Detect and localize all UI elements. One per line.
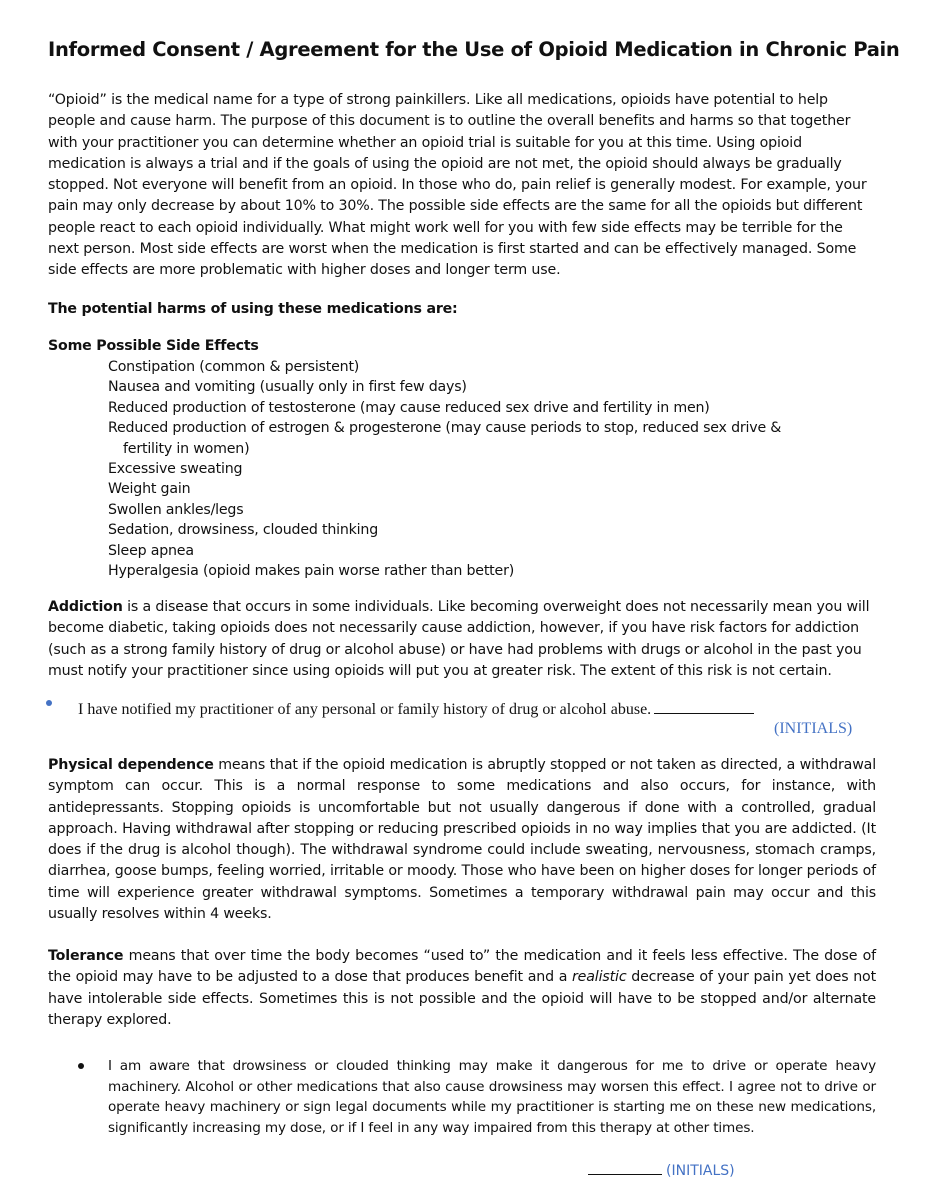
notify-statement: I have notified my practitioner of any personal or family history of drug or alcohol abuse. — [78, 701, 652, 718]
tolerance-text-a: means that over time the body becomes “used to” the medication and it feels less effective. The dose of the opioid may have to be adjusted to a dose that produces benefit and a — [48, 948, 876, 986]
addiction-paragraph — [48, 597, 876, 682]
list-item: Hyperalgesia (opioid makes pain worse rather than better) — [108, 563, 515, 580]
tolerance-paragraph — [48, 946, 876, 1031]
list-item: Constipation (common & persistent) — [108, 359, 360, 375]
tolerance-emphasis: realistic — [571, 969, 627, 986]
tolerance-term: Tolerance — [48, 948, 124, 964]
initials-label: (INITIALS) — [666, 1163, 735, 1179]
bullet-icon — [78, 1063, 84, 1069]
side-effects-heading: Some Possible Side Effects — [48, 338, 259, 354]
list-item: Sedation, drowsiness, clouded thinking — [108, 522, 379, 539]
list-item: Sleep apnea — [108, 542, 194, 559]
list-item: Swollen ankles/legs — [108, 501, 244, 518]
list-item — [108, 439, 808, 459]
intro-paragraph: “Opioid” is the medical name for a type of strong painkillers. Like all medications, opioids have potential to help people and cause harm. The purpose of this document is to outline the overall benefits and harms so that together with your practitioner you can determine whether an opioid trial is suitable for you at this time. Using opioid medication is always a trial and if the goals of using the opioid are not met, the opioid should always be gradually stopped. Not everyone will benefit from an opioid. In those who do, pain relief is generally modest. For example, your pain may only decrease by about 10% to 30%. The possible side effects are the same for all the opioids but different people react to each opioid individually. What might work well for you with few side effects may be terrible for the next person. Most side effects are worst when the medication is first started and can be effectively managed. Some side effects are more problematic with higher doses and longer term use. — [48, 92, 867, 279]
initials-row — [588, 1160, 735, 1179]
initials-blank-field[interactable] — [654, 699, 754, 714]
list-item: Weight gain — [108, 481, 191, 498]
addiction-term: Addiction — [48, 599, 123, 615]
document-title: Informed Consent / Agreement for the Use of Opioid Medication in Chronic Pain — [48, 38, 900, 61]
list-item: Nausea and vomiting (usually only in first few days) — [108, 379, 467, 396]
initials-blank-field[interactable] — [588, 1160, 662, 1175]
addiction-text: is a disease that occurs in some individuals. Like becoming overweight does not necessarily mean you will become diabetic, taking opioids does not necessarily cause addiction, however, if you have risk factors for addiction (such as a strong family history of drug or alcohol abuse) or have had problems with drugs or alcohol in the past you must notify your practitioner since using opioids will put you at greater risk. The extent of this risk is not certain. — [48, 599, 870, 679]
list-item: Excessive sweating — [108, 461, 243, 478]
notify-statement-row — [78, 699, 754, 720]
harms-heading: The potential harms of using these medications are: — [48, 301, 458, 317]
physical-dependence-paragraph — [48, 755, 876, 925]
bullet-icon — [46, 700, 52, 706]
side-effects-list — [108, 357, 808, 581]
list-item: Reduced production of testosterone (may cause reduced sex drive and fertility in men) — [108, 399, 710, 416]
physical-dependence-text: means that if the opioid medication is abruptly stopped or not taken as directed, a withdrawal symptom can occur. This is a normal response to some medications and also occurs, for instance, with antidepressants. Stopping opioids is uncomfortable but not usually dangerous if done with a controlled, gradual approach. Having withdrawal after stopping or reducing prescribed opioids in no way implies that you are addicted. (It does if the drug is alcohol though). The withdrawal syndrome could include sweating, nervousness, stomach cramps, diarrhea, goose bumps, feeling worried, irritable or moody. Those who have been on higher doses for longer periods of time will experience greater withdrawal symptoms. Sometimes a temporary withdrawal pain may occur and this usually resolves within 4 weeks. — [48, 757, 876, 923]
drowsiness-statement: I am aware that drowsiness or clouded thinking may make it dangerous for me to drive or operate heavy machinery. Alcohol or other medications that also cause drowsiness may worsen this effect. I agree not to drive or operate heavy machinery or sign legal documents while my practitioner is starting me on these new medications, significantly increasing my dose, or if I feel in any way impaired from this therapy at other times. — [108, 1058, 876, 1136]
tolerance-text-b: decrease of your pain yet does not have intolerable side effects. Sometimes this is not possible and the opioid will have to be stopped and/or alternate therapy explored. — [48, 969, 876, 1028]
list-item: Reduced production of estrogen & progesterone (may cause periods to stop, reduced sex drive & — [108, 420, 782, 437]
physical-dependence-term: Physical dependence — [48, 757, 214, 773]
list-item-continuation: fertility in women) — [123, 440, 250, 457]
initials-label: (INITIALS) — [774, 720, 853, 737]
